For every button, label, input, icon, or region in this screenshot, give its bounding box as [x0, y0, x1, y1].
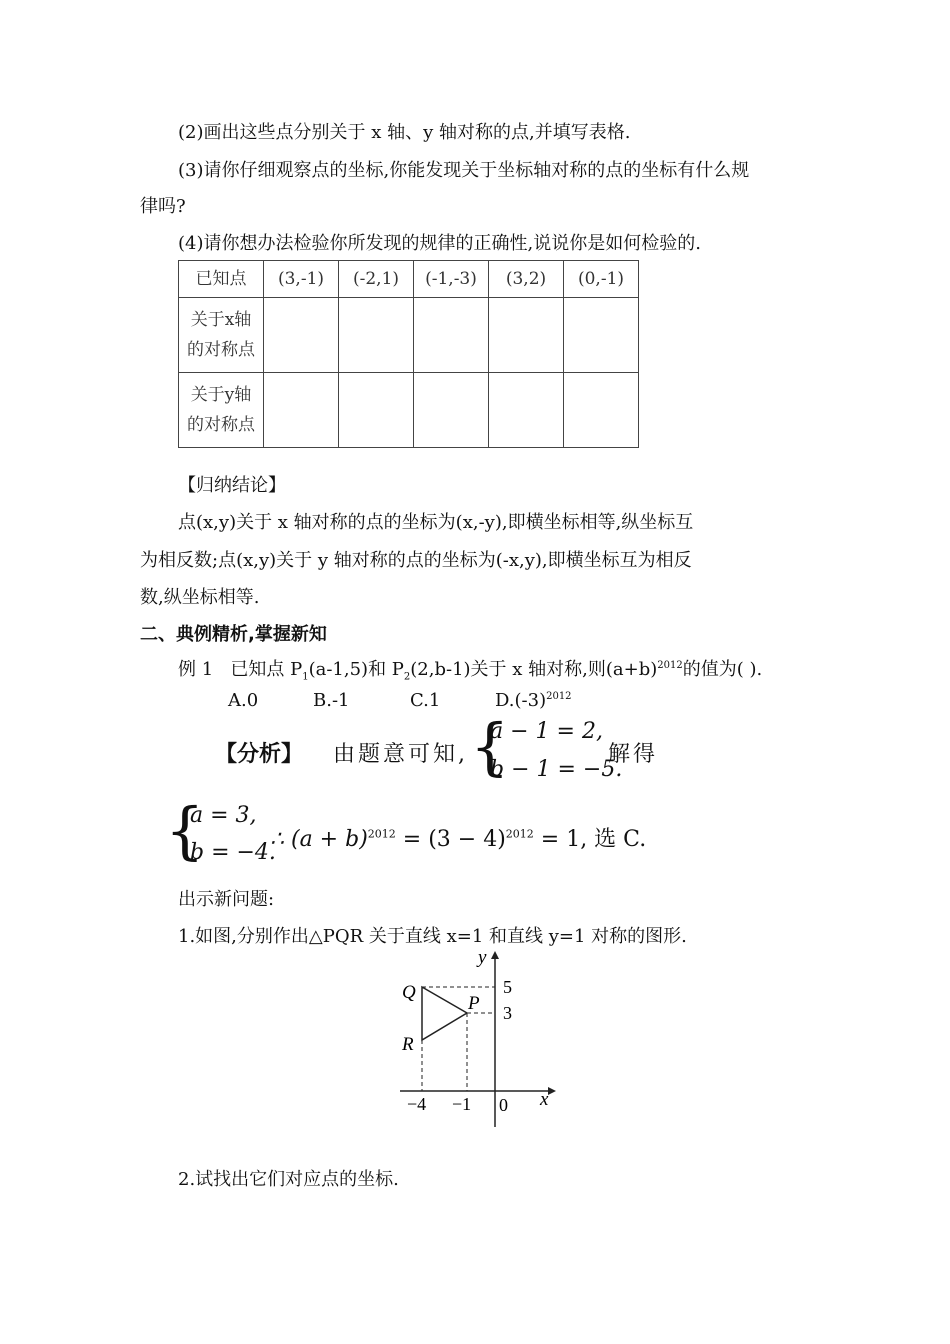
question-3-line2: 律吗? — [140, 196, 186, 217]
conclusion-heading: 【归纳结论】 — [178, 475, 286, 496]
example-text-a: 已知点 P — [230, 659, 303, 680]
example-text-d: 的值为( ). — [682, 659, 763, 680]
row-x-line2: 的对称点 — [187, 340, 255, 360]
example-label: 例 1 — [178, 659, 214, 680]
solution-2: b = −4. — [190, 840, 276, 865]
table-cell — [264, 298, 339, 373]
example-text-b: (a-1,5)和 P — [308, 659, 404, 680]
option-d-exponent: 2012 — [546, 691, 572, 702]
option-c: C.1 — [410, 690, 441, 711]
equation-1: a − 1 = 2, — [490, 719, 603, 744]
option-d-text: D.(-3) — [495, 690, 547, 711]
table-cell — [564, 373, 639, 448]
table-cell — [564, 298, 639, 373]
exponent: 2012 — [657, 660, 683, 671]
table-cell — [339, 373, 414, 448]
analysis-intro: 由题意可知, — [333, 742, 468, 767]
result-exponent: 2012 — [367, 827, 396, 841]
conclusion-line2: 为相反数;点(x,y)关于 y 轴对称的点的坐标为(-x,y),即横坐标互为相反 — [140, 550, 692, 571]
label-r: R — [402, 1034, 414, 1055]
table-cell — [264, 373, 339, 448]
coordinate-figure — [390, 945, 570, 1135]
option-b: B.-1 — [313, 690, 350, 711]
tick-y-5: 5 — [503, 977, 512, 997]
question-3-line1: (3)请你仔细观察点的坐标,你能发现关于坐标轴对称的点的坐标有什么规 — [178, 160, 750, 181]
result-a: ∴ (a + b) — [270, 827, 368, 852]
equation-2: b − 1 = −5. — [490, 757, 623, 782]
solution-1: a = 3, — [190, 803, 257, 828]
symmetric-points-table — [178, 260, 639, 448]
table-row-x-header — [179, 298, 264, 373]
new-question-label: 出示新问题: — [178, 889, 275, 910]
triangle-pqr — [422, 987, 467, 1040]
table-point: (3,2) — [489, 261, 564, 298]
table-cell — [414, 373, 489, 448]
result-exponent-2: 2012 — [505, 827, 534, 841]
example-text-c: (2,b-1)关于 x 轴对称,则(a+b) — [410, 659, 658, 680]
analysis-label: 【分析】 — [215, 741, 304, 767]
origin-label: 0 — [499, 1095, 508, 1115]
system-brace: { — [470, 710, 510, 783]
table-point: (0,-1) — [564, 261, 639, 298]
example-1 — [178, 655, 762, 683]
result-b: = (3 − 4) — [395, 827, 506, 852]
tick-y-3: 3 — [503, 1003, 512, 1023]
result-c: = 1, 选 C. — [533, 827, 647, 852]
row-y-line2: 的对称点 — [187, 415, 255, 435]
solve-label: 解得 — [608, 742, 659, 767]
new-question-2: 2.试找出它们对应点的坐标. — [178, 1169, 399, 1190]
table-point: (-1,-3) — [414, 261, 489, 298]
p1-subscript: 1 — [302, 671, 309, 683]
table-cell — [339, 298, 414, 373]
solution-brace: { — [165, 794, 205, 867]
new-question-1: 1.如图,分别作出△PQR 关于直线 x=1 和直线 y=1 对称的图形. — [178, 926, 687, 947]
axis-y-label: y — [478, 947, 487, 968]
axis-x-label: x — [540, 1089, 549, 1110]
conclusion-line3: 数,纵坐标相等. — [140, 587, 260, 608]
label-p: P — [468, 993, 480, 1014]
table-point: (3,-1) — [264, 261, 339, 298]
table-header-label: 已知点 — [179, 261, 264, 298]
option-a: A.0 — [228, 690, 259, 711]
table-row-y-header — [179, 373, 264, 448]
table-point: (-2,1) — [339, 261, 414, 298]
tick-x-minus1: −1 — [452, 1094, 472, 1114]
row-x-line1: 关于x轴 — [190, 310, 252, 330]
question-2: (2)画出这些点分别关于 x 轴、y 轴对称的点,并填写表格. — [178, 122, 631, 143]
p2-subscript: 2 — [403, 671, 411, 683]
table-cell — [489, 373, 564, 448]
conclusion-line1: 点(x,y)关于 x 轴对称的点的坐标为(x,-y),即横坐标相等,纵坐标互 — [178, 512, 694, 533]
table-cell — [414, 298, 489, 373]
row-y-line1: 关于y轴 — [190, 385, 252, 405]
x-axis-arrow — [548, 1087, 556, 1095]
question-4: (4)请你想办法检验你所发现的规律的正确性,说说你是如何检验的. — [178, 233, 701, 254]
analysis-result — [270, 822, 646, 853]
tick-x-minus4: −4 — [407, 1094, 427, 1114]
table-cell — [489, 298, 564, 373]
option-d — [495, 690, 572, 711]
section-2-heading: 二、典例精析,掌握新知 — [140, 624, 327, 645]
label-q: Q — [402, 982, 416, 1003]
y-axis-arrow — [491, 951, 499, 959]
